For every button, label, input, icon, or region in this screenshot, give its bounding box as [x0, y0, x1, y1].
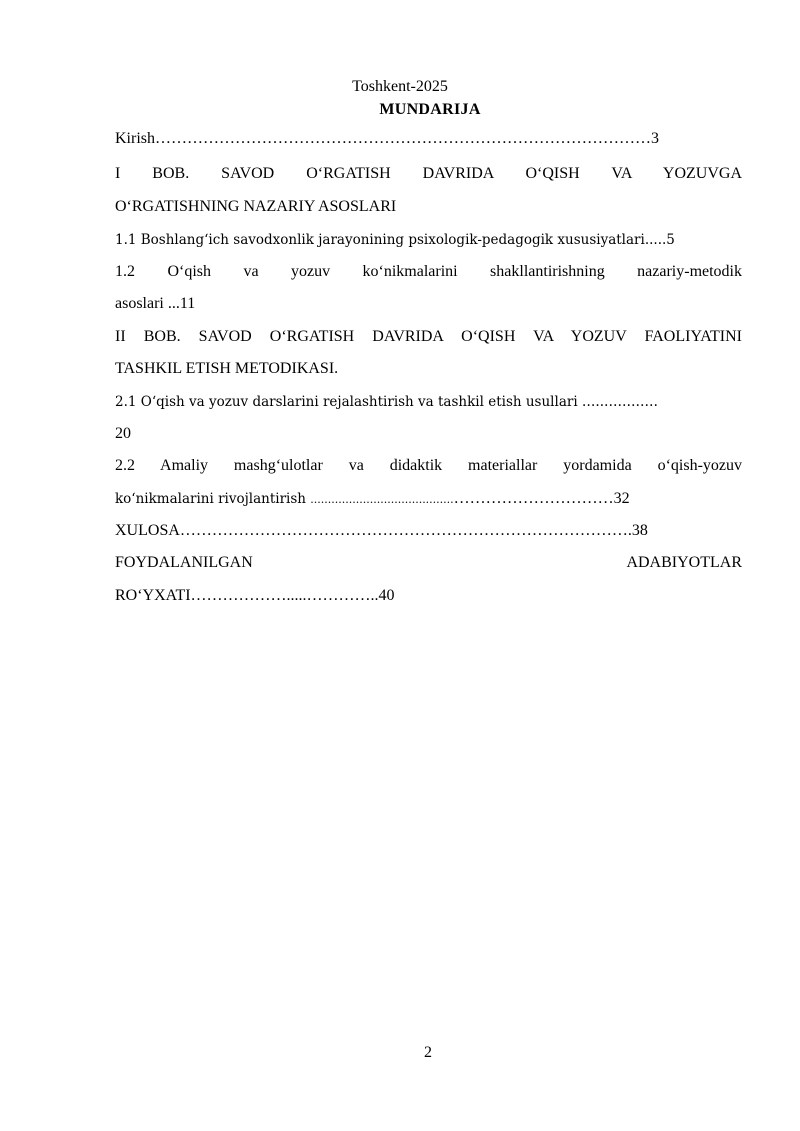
toc-item-references-cont[interactable]: RO‘YXATI……………….....…………..40	[115, 587, 395, 604]
toc-item-2-1-page[interactable]: 20	[115, 425, 131, 442]
toc-item-chapter-2-cont[interactable]: TASHKIL ETISH METODIKASI.	[115, 360, 339, 377]
toc-item-conclusion[interactable]: XULOSA………………………………………………………………………….38	[115, 522, 648, 539]
toc-item-2-2-cont[interactable]	[115, 489, 742, 510]
toc-item-2-2[interactable]: 2.2 Amaliy mashg‘ulotlar va didaktik materiallar yordamida o‘qish-yozuv	[115, 457, 742, 474]
toc-item-1-1[interactable]: 1.1 Boshlang‘ich savodxonlik jarayonining psixologik-pedagogik xususiyatlari.....5	[115, 232, 675, 248]
toc-item-2-2-page: …………………………32	[453, 490, 630, 507]
toc-item-chapter-2[interactable]: II BOB. SAVOD O‘RGATISH DAVRIDA O‘QISH VA YOZUV FAOLIYATINI	[115, 328, 742, 345]
toc-item-references[interactable]: FOYDALANILGAN ADABIYOTLAR	[115, 554, 742, 571]
city-year: Toshkent-2025	[352, 78, 448, 95]
page-title: MUNDARIJA	[379, 101, 481, 118]
page-number: 2	[424, 1044, 432, 1061]
toc-item-2-2-text: ko‘nikmalarini rivojlantirish	[115, 491, 311, 507]
toc-item-1-2-cont[interactable]: asoslari ...11	[115, 295, 196, 312]
toc-item-intro[interactable]: Kirish…………………………………………………………………………………3	[115, 130, 659, 147]
toc-item-2-1[interactable]	[115, 392, 742, 412]
toc-leader-dots: .........................................	[310, 493, 454, 506]
toc-item-chapter-1-cont[interactable]: O‘RGATISHNING NAZARIY ASOSLARI	[115, 198, 397, 215]
toc-item-2-1-text: 2.1 O‘qish va yozuv darslarini rejalashtirish va tashkil etish usullari …..…………	[115, 394, 659, 410]
toc-item-1-2[interactable]: 1.2 O‘qish va yozuv ko‘nikmalarini shakllantirishning nazariy-metodik	[115, 263, 742, 280]
toc-item-chapter-1[interactable]: I BOB. SAVOD O‘RGATISH DAVRIDA O‘QISH VA YOZUVGA	[115, 165, 742, 182]
